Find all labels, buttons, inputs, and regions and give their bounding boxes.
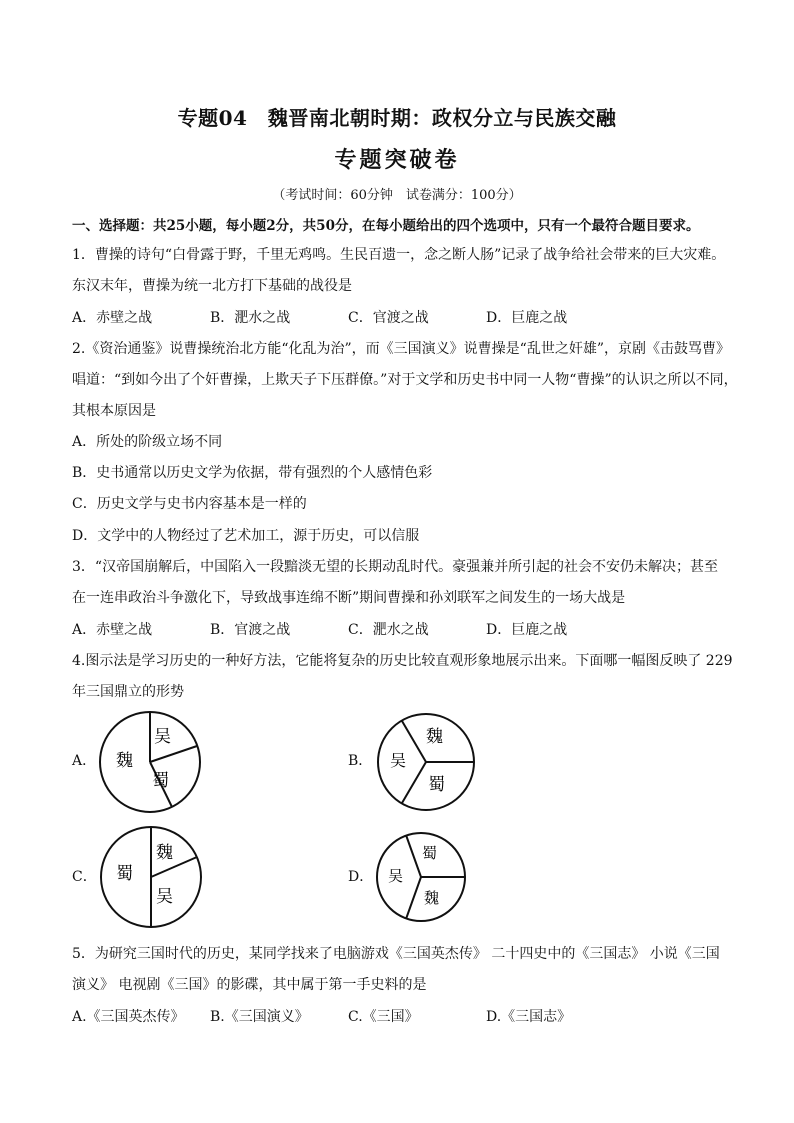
q5-option-c[interactable]: C.《三国》	[348, 1009, 419, 1025]
q1-stem-line1: 1．曹操的诗句“白骨露于野，千里无鸡鸣。生民百遗一，念之断人肠”记录了战争给社会带来的巨大灾难。	[72, 247, 726, 263]
q3-stem-line1: 3．“汉帝国崩解后，中国陷入一段黯淡无望的长期动乱时代。豪强兼并所引起的社会不安仍未解决；甚至	[72, 559, 719, 575]
page-title: 专题04 魏晋南北朝时期：政权分立与民族交融	[177, 106, 617, 130]
q4-option-c-label[interactable]: C．	[72, 869, 97, 885]
q5-stem-line1: 5．为研究三国时代的历史，某同学找来了电脑游戏《三国英杰传》 二十四史中的《三国志》 小说《三国	[72, 946, 720, 962]
q4-option-d-label[interactable]: D．	[348, 869, 374, 885]
q4-stem-line2: 年三国鼎立的形势	[72, 684, 184, 700]
q4-a-region-bottom: 蜀	[152, 771, 169, 791]
q3-option-c[interactable]: C．淝水之战	[348, 622, 429, 638]
q5-stem-line2: 演义》 电视剧《三国》的影碟，其中属于第一手史料的是	[72, 977, 427, 993]
q4-option-b-label[interactable]: B．	[348, 753, 373, 769]
q1-stem-line2: 东汉末年，曹操为统一北方打下基础的战役是	[72, 278, 352, 294]
exam-info: （考试时间：60分钟 试卷满分：100分）	[272, 188, 522, 203]
q4-c-region-left: 蜀	[116, 864, 133, 884]
q2-stem-line3: 其根本原因是	[72, 403, 156, 419]
q2-option-b[interactable]: B．史书通常以历史文学为依据，带有强烈的个人感情色彩	[72, 465, 433, 481]
q4-diagram-c[interactable]	[98, 824, 204, 930]
q1-options	[72, 307, 752, 327]
q4-d-region-bottom: 魏	[424, 889, 440, 907]
q4-d-region-top: 蜀	[422, 844, 438, 862]
q2-stem-line1: 2.《资治通鉴》说曹操统治北方能“化乱为治”，而《三国演义》说曹操是“乱世之奸雄”，京剧《击鼓骂曹》	[72, 341, 730, 357]
q4-a-region-left: 魏	[116, 751, 133, 771]
q3-option-b[interactable]: B．官渡之战	[210, 622, 291, 638]
page-subtitle: 专题突破卷	[334, 147, 460, 173]
q3-options	[72, 619, 752, 639]
q4-diagram-a[interactable]	[98, 710, 202, 814]
q4-option-a-label[interactable]: A．	[72, 753, 97, 769]
q5-option-d[interactable]: D.《三国志》	[486, 1009, 572, 1025]
q4-b-region-left: 吴	[390, 751, 407, 770]
q2-option-c[interactable]: C．历史文学与史书内容基本是一样的	[72, 496, 307, 512]
q4-diagram-d[interactable]	[374, 830, 468, 924]
q5-options	[72, 1006, 752, 1026]
q4-c-region-top: 魏	[156, 843, 173, 863]
q1-option-b[interactable]: B．淝水之战	[210, 310, 291, 326]
section-heading: 一、选择题：共25小题，每小题2分，共50分，在每小题给出的四个选项中，只有一个最符合题目要求。	[72, 218, 700, 234]
q5-option-b[interactable]: B.《三国演义》	[210, 1009, 309, 1025]
q5-option-a[interactable]: A.《三国英杰传》	[72, 1009, 185, 1025]
q4-c-region-bottom: 吴	[156, 887, 173, 907]
q3-option-a[interactable]: A．赤壁之战	[72, 622, 153, 638]
q1-option-c[interactable]: C．官渡之战	[348, 310, 429, 326]
q1-option-a[interactable]: A．赤壁之战	[72, 310, 153, 326]
q4-d-region-left: 吴	[388, 867, 404, 885]
q4-a-region-top: 吴	[154, 727, 171, 747]
q1-option-d[interactable]: D．巨鹿之战	[486, 310, 568, 326]
q4-stem-line1: 4.图示法是学习历史的一种好方法，它能将复杂的历史比较直观形象地展示出来。下面哪一幅图反映了 229	[72, 653, 733, 669]
q4-diagram-b[interactable]	[374, 710, 478, 814]
q4-b-region-top: 魏	[426, 727, 443, 747]
q3-stem-line2: 在一连串政治斗争激化下，导致战事连绵不断”期间曹操和孙刘联军之间发生的一场大战是	[72, 590, 626, 606]
q2-stem-line2: 唱道：“到如今出了个奸曹操，上欺天子下压群僚。”对于文学和历史书中同一人物“曹操”的认识之所以不同，	[72, 372, 738, 388]
q4-b-region-bottom: 蜀	[428, 775, 445, 795]
q3-option-d[interactable]: D．巨鹿之战	[486, 622, 568, 638]
q2-option-d[interactable]: D．文学中的人物经过了艺术加工，源于历史，可以信服	[72, 528, 420, 544]
q2-option-a[interactable]: A．所处的阶级立场不同	[72, 434, 223, 450]
